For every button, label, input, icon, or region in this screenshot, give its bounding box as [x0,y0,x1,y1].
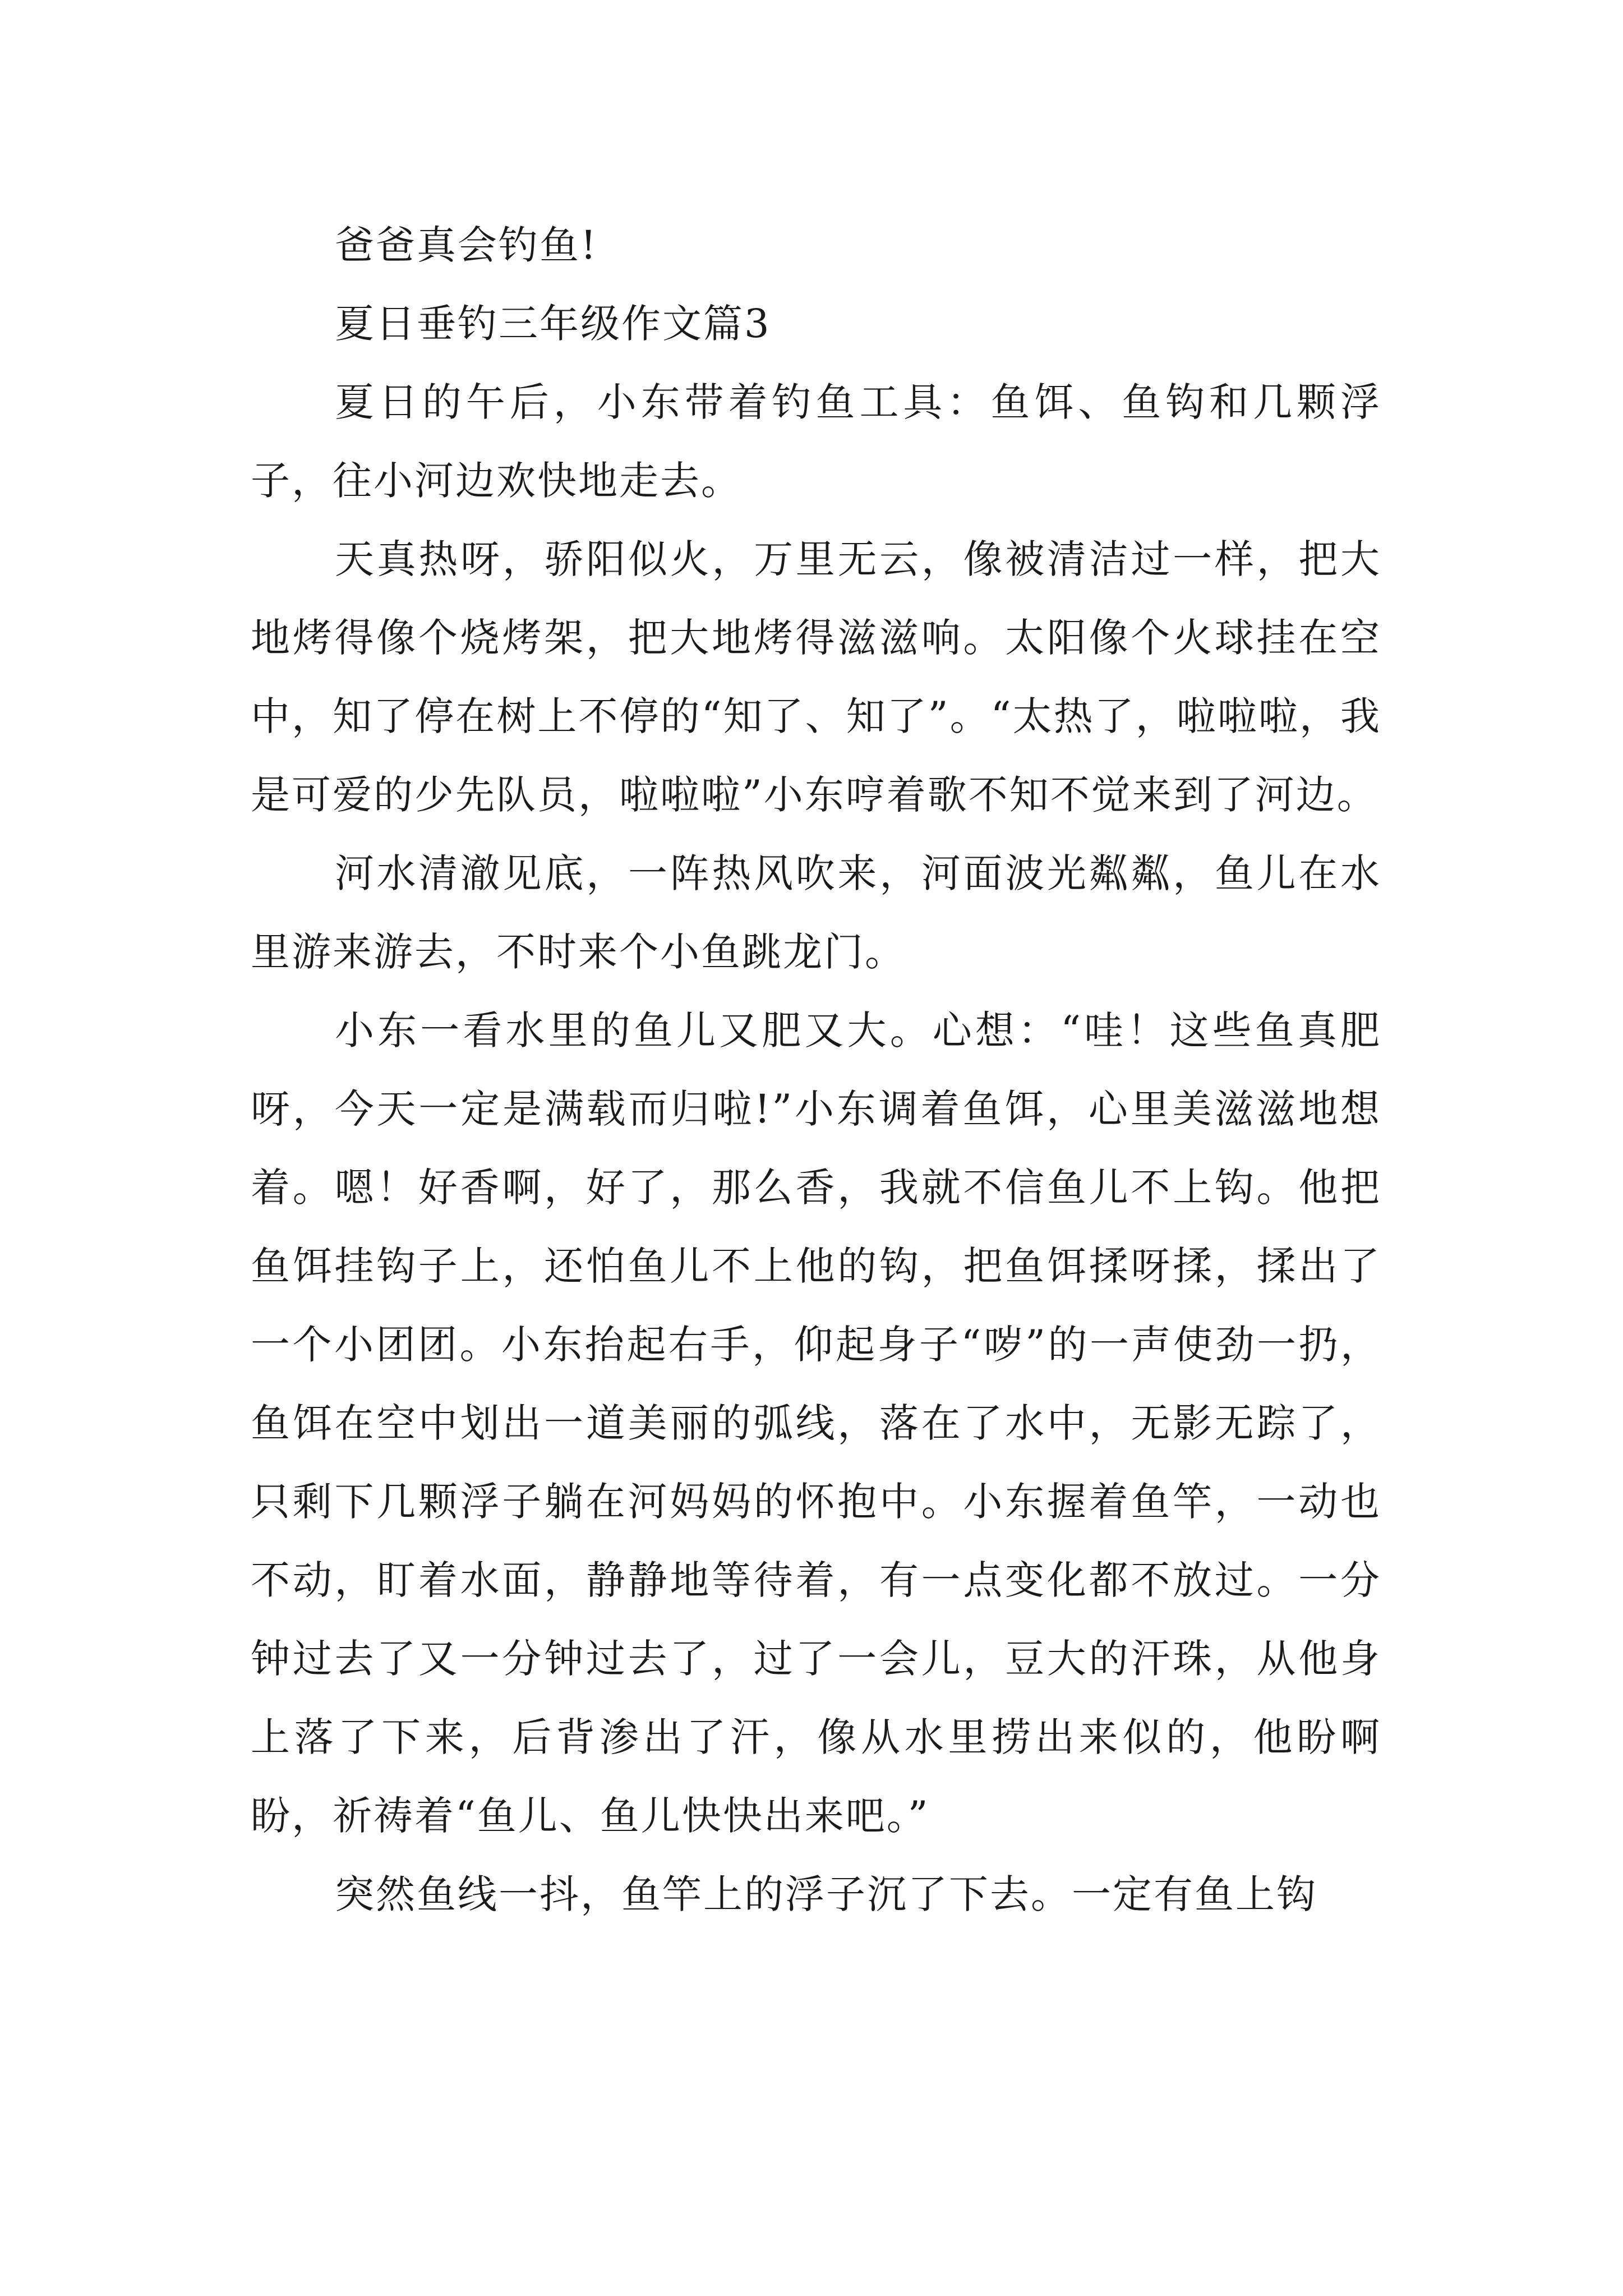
paragraph: 河水清澈见底，一阵热风吹来，河面波光粼粼，鱼儿在水里游来游去，不时来个小鱼跳龙门。 [251,850,1381,975]
paragraph: 突然鱼线一抖，鱼竿上的浮子沉了下去。一定有鱼上钩 [335,1871,1317,1917]
document-body [251,206,1381,1934]
paragraph: 爸爸真会钓鱼! [335,222,598,268]
section-title: 夏日垂钓三年级作文篇3 [335,301,771,347]
paragraph: 夏日的午后，小东带着钓鱼工具：鱼饵、鱼钩和几颗浮子，往小河边欢快地走去。 [251,379,1381,504]
paragraph: 小东一看水里的鱼儿又肥又大。心想：“哇！这些鱼真肥呀，今天一定是满载而归啦!”小东调着鱼饵，心里美滋滋地想着。嗯！好香啊，好了，那么香，我就不信鱼儿不上钩。他把鱼饵挂钩子上，还怕鱼儿不上他的钩，把鱼饵揉呀揉，揉出了一个小团团。小东抬起右手，仰起身子“哕”的一声使劲一扔，鱼饵在空中划出一道美丽的弧线，落在了水中，无影无踪了，只剩下几颗浮子躺在河妈妈的怀抱中。小东握着鱼竿，一动也不动，盯着水面，静静地等待着，有一点变化都不放过。一分钟过去了又一分钟过去了，过了一会儿，豆大的汗珠，从他身上落了下来，后背渗出了汗，像从水里捞出来似的，他盼啊盼，祈祷着“鱼儿、鱼儿快快出来吧。” [251,1007,1381,1839]
paragraph: 天真热呀，骄阳似火，万里无云，像被清洁过一样，把大地烤得像个烧烤架，把大地烤得滋滋响。太阳像个火球挂在空中，知了停在树上不停的“知了、知了”。“太热了，啦啦啦，我是可爱的少先队员，啦啦啦”小东哼着歌不知不觉来到了河边。 [251,536,1381,818]
